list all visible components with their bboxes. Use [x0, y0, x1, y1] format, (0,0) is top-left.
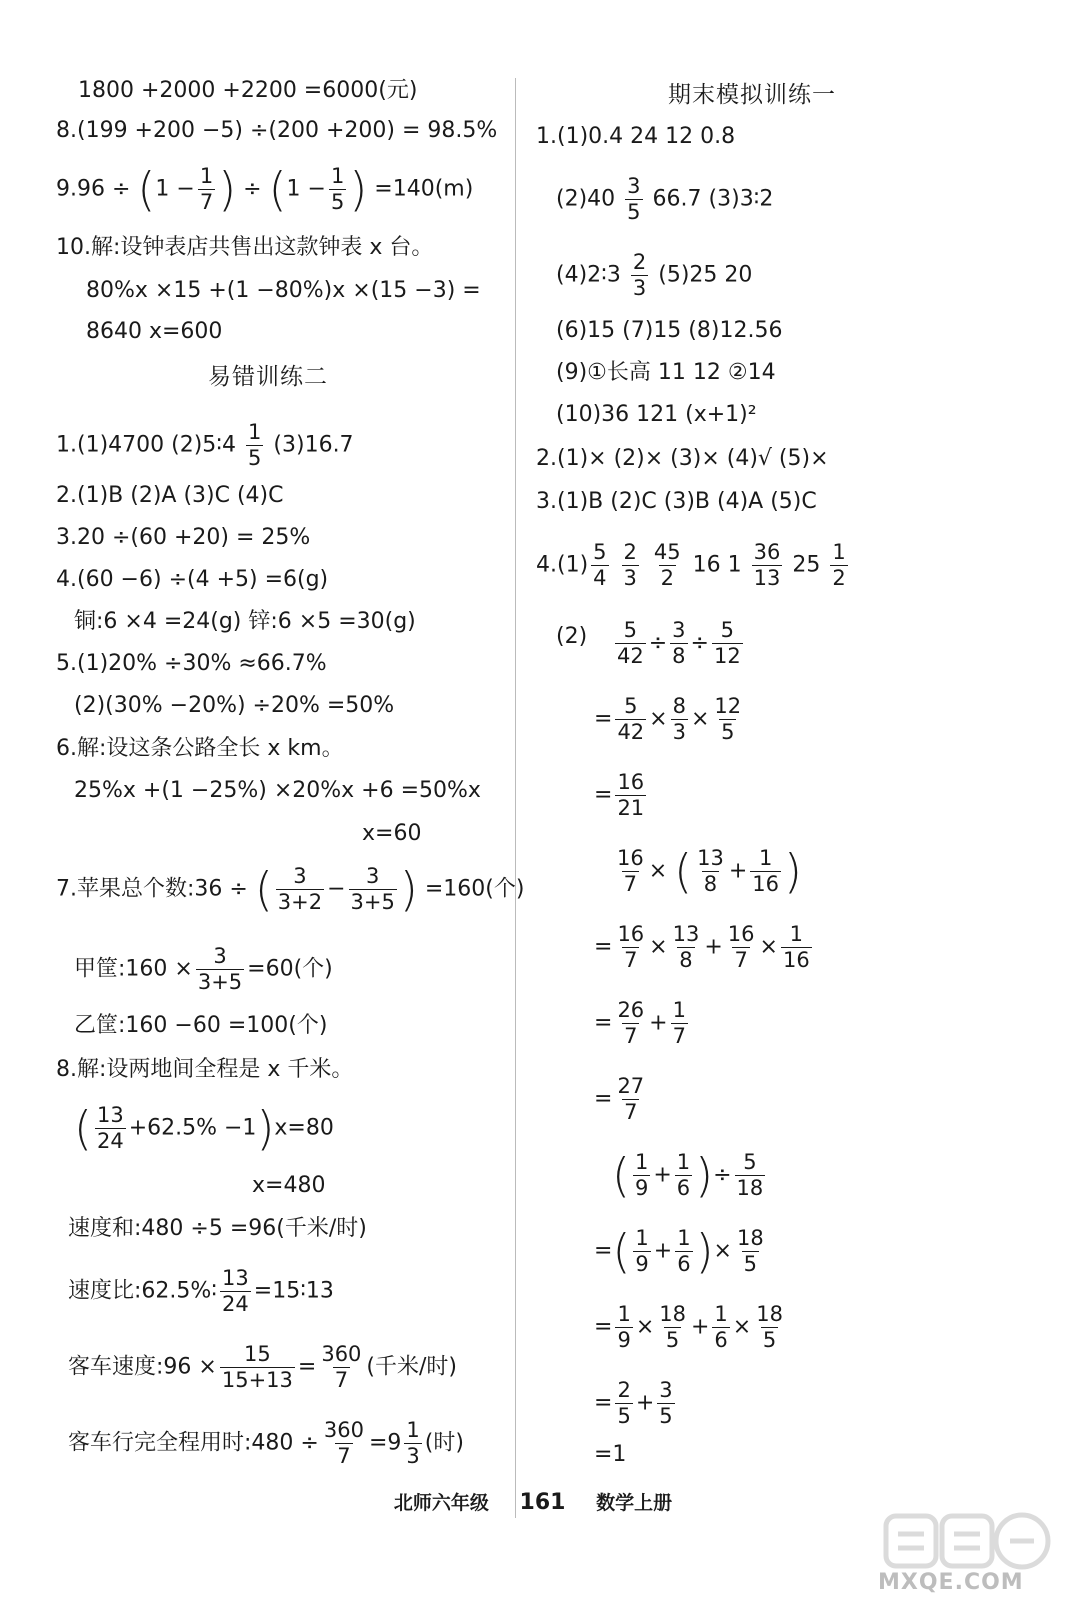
answer-line: (9)①长高 11 12 ②14	[556, 360, 776, 385]
answer-1: 1.(1)4700 (2)5∶4 $\frac{1}{5}$ (3)16.7	[56, 420, 354, 470]
answer-2: 2.(1)B (2)A (3)C (4)C	[56, 483, 284, 508]
equation-line: x=480	[252, 1173, 326, 1198]
answer-1: 1.(1)0.4 24 12 0.8	[536, 124, 736, 149]
answer-4: 4.(60 −6) ÷(4 +5) =6(g)	[56, 567, 329, 592]
calc-step: = $\frac{5}{42}$ × $\frac{8}{3}$ × $\frac{12}{5}$	[594, 694, 742, 744]
section-heading: 易错训练二	[208, 364, 328, 390]
calc-step: = $\frac{1}{9}$ × $\frac{18}{5}$ + $\frac{1}{6}$ × $\frac{18}{5}$	[594, 1302, 783, 1352]
answer-3: 3.(1)B (2)C (3)B (4)A (5)C	[536, 489, 817, 514]
column-divider	[515, 78, 516, 1518]
equation-line: 25%x +(1 −25%) ×20%x +6 =50%x	[74, 778, 481, 803]
equation-line: x=60	[362, 821, 422, 846]
footer-subject: 数学上册	[596, 1492, 673, 1514]
answer-line: (10)36 121 (x+1)²	[556, 402, 757, 427]
calc-step: $\frac{16}{7}$ × ( $\frac{13}{8}$ + $\frac{1}{16}$ )	[617, 844, 802, 899]
section-heading: 期末模拟训练一	[668, 82, 836, 108]
calc-step: = $\frac{26}{7}$ + $\frac{1}{7}$	[594, 998, 686, 1048]
answer-line: 乙筐:160 −60 =100(个)	[74, 1013, 328, 1038]
answer-8: 8.(199 +200 −5) ÷(200 +200) = 98.5%	[56, 118, 498, 143]
footer-grade: 北师六年级	[393, 1492, 489, 1514]
answer-3: 3.20 ÷(60 +20) = 25%	[56, 525, 311, 550]
answer-8-solution: 8.解:设两地间全程是 x 千米。	[56, 1057, 354, 1082]
answer-line: 1800 +2000 +2200 =6000(元)	[78, 78, 418, 103]
answer-line: (2)40 $\frac{3}{5}$ 66.7 (3)3∶2	[556, 174, 774, 224]
answer-line: 速度比:62.5%∶ $\frac{13}{24}$ =15∶13	[68, 1266, 334, 1316]
answer-7: 7.苹果总个数:36 ÷ ( $\frac{3}{3+2}$ − $\frac{3}{3+5}$ ) =160(个)	[56, 862, 525, 917]
answer-line: 客车行完全程用时:480 ÷ $\frac{360}{7}$ =9 $\frac{1}{3}$ (时)	[68, 1418, 464, 1468]
equation-line: 80%x ×15 +(1 −80%)x ×(15 −3) =	[86, 278, 481, 303]
calc-result: =1	[594, 1442, 627, 1467]
calc-step: = $\frac{16}{7}$ × $\frac{13}{8}$ + $\frac{16}{7}$ × $\frac{1}{16}$	[594, 922, 810, 972]
answer-line: (4)2∶3 $\frac{2}{3}$ (5)25 20	[556, 250, 753, 300]
answer-6: 6.解:设这条公路全长 x km。	[56, 736, 344, 761]
answer-line: 铜:6 ×4 =24(g) 锌:6 ×5 =30(g)	[74, 609, 416, 634]
page-number: 161	[519, 1490, 566, 1515]
answer-line: 客车速度:96 × $\frac{15}{15+13}$ = $\frac{360}{7}$ (千米/时)	[68, 1342, 458, 1392]
equation-line: ( $\frac{13}{24}$ +62.5% −1)x=80	[74, 1101, 334, 1156]
answer-line: (6)15 (7)15 (8)12.56	[556, 318, 783, 343]
answer-4: 4.(1) $\frac{5}{4}$ $\frac{2}{3}$ $\frac{45}{2}$ 16 1 $\frac{36}{13}$ 25 $\frac{1}{2}$	[536, 540, 846, 590]
calc-step: = $\frac{27}{7}$	[594, 1074, 645, 1124]
answer-line: 速度和:480 ÷5 =96(千米/时)	[68, 1216, 367, 1241]
calc-step: =( $\frac{1}{9}$ + $\frac{1}{6}$ )× $\frac{18}{5}$	[594, 1224, 764, 1279]
answer-9: 9.96 ÷ (1 − $\frac{1}{7}$ ) ÷ (1 − $\frac{1}{5}$ ) =140(m)	[56, 162, 474, 217]
answer-line: (2)(30% −20%) ÷20% =50%	[74, 693, 395, 718]
calc-step: = $\frac{16}{21}$	[594, 770, 645, 820]
calc-step: $\frac{5}{42}$ ÷ $\frac{3}{8}$ ÷ $\frac{5}{12}$	[617, 618, 741, 668]
answer-line: 甲筐:160 × $\frac{3}{3+5}$ =60(个)	[74, 944, 333, 994]
sub-question-2: (2)	[556, 624, 588, 649]
watermark-text: MXQE.COM	[878, 1570, 1024, 1595]
calc-step: = $\frac{2}{5}$ + $\frac{3}{5}$	[594, 1378, 673, 1428]
calc-step: ( $\frac{1}{9}$ + $\frac{1}{6}$ )÷ $\frac{5}{18}$	[612, 1148, 764, 1203]
answer-5: 5.(1)20% ÷30% ≈66.7%	[56, 651, 327, 676]
equation-line: 8640 x=600	[86, 319, 223, 344]
answer-10: 10.解:设钟表店共售出这款钟表 x 台。	[56, 235, 434, 260]
answer-2: 2.(1)× (2)× (3)× (4)√ (5)×	[536, 446, 829, 471]
